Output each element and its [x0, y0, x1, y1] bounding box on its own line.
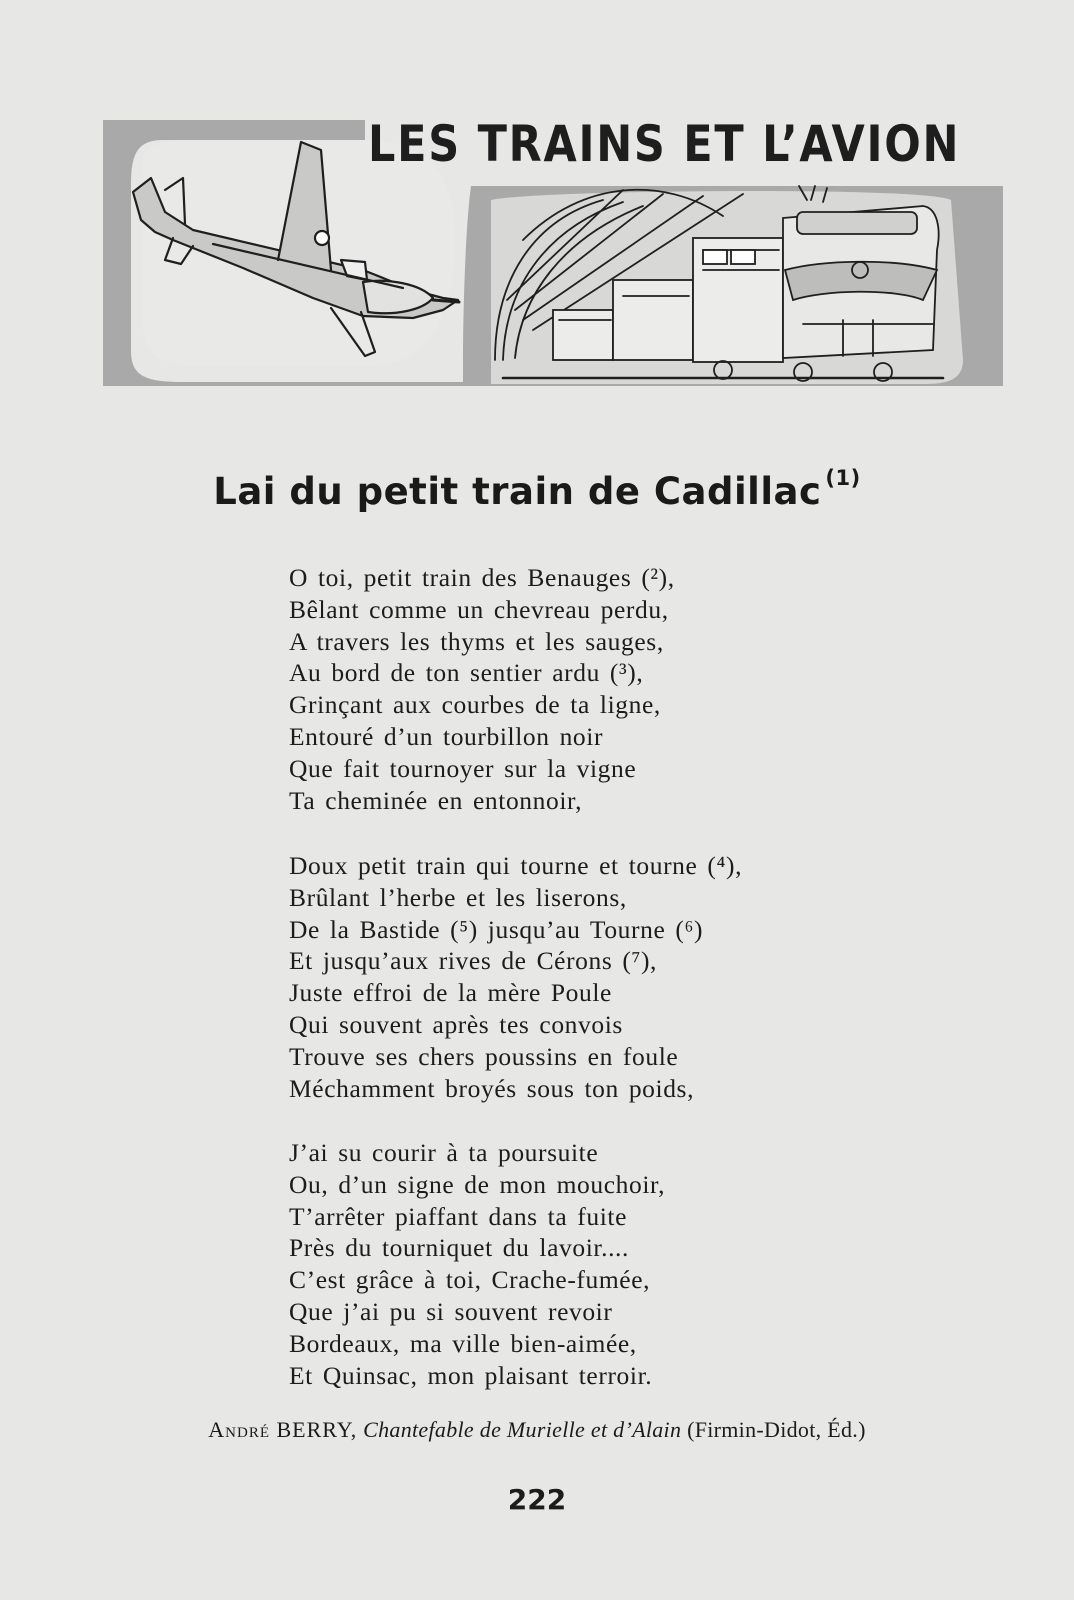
verse: Bêlant comme un chevreau perdu, [289, 594, 669, 624]
verse: C’est grâce à toi, Crache-fumée, [289, 1265, 651, 1295]
title-footnote-mark: (1) [825, 465, 861, 490]
stanza-1 [289, 562, 929, 816]
work-title: Chantefable de Murielle et d’Alain [363, 1417, 682, 1442]
verse: Que j’ai pu si souvent revoir [289, 1296, 613, 1326]
stanza-3 [289, 1137, 929, 1391]
verse: Juste effroi de la mère Poule [289, 978, 612, 1008]
verse: Que fait tournoyer sur la vigne [289, 753, 637, 783]
verse: T’arrêter piaffant dans ta fuite [289, 1201, 627, 1231]
author-name: André BERRY, [208, 1417, 358, 1442]
stanza-2 [289, 850, 929, 1104]
page-number: 222 [507, 1483, 567, 1516]
verse: J’ai su courir à ta poursuite [289, 1138, 599, 1167]
poem-title [0, 465, 1074, 513]
publisher: (Firmin-Didot, Éd.) [687, 1417, 866, 1442]
header-banner [103, 115, 1015, 396]
verse: A travers les thyms et les sauges, [289, 626, 664, 656]
verse: O toi, petit train des Benauges (²), [289, 563, 675, 592]
verse: Ou, d’un signe de mon mouchoir, [289, 1169, 666, 1199]
verse: Et Quinsac, mon plaisant terroir. [289, 1360, 653, 1390]
verse: De la Bastide (⁵) jusqu’au Tourne (⁶) [289, 914, 704, 944]
verse: Grinçant aux courbes de ta ligne, [289, 690, 661, 720]
verse: Et jusqu’aux rives de Cérons (⁷), [289, 946, 658, 976]
verse: Ta cheminée en entonnoir, [289, 785, 583, 815]
verse: Trouve ses chers poussins en foule [289, 1041, 679, 1071]
verse: Qui souvent après tes convois [289, 1009, 623, 1039]
verse: Bordeaux, ma ville bien-aimée, [289, 1328, 637, 1358]
verse: Brûlant l’herbe et les liserons, [289, 882, 627, 912]
verse: Doux petit train qui tourne et tourne (⁴), [289, 851, 743, 880]
poem-title-text: Lai du petit train de Cadillac [213, 470, 822, 513]
verse: Entouré d’un tourbillon noir [289, 721, 604, 751]
verse: Près du tourniquet du lavoir.... [289, 1233, 630, 1263]
verse: Méchamment broyés sous ton poids, [289, 1073, 695, 1103]
attribution [0, 1417, 1074, 1443]
section-title: LES TRAINS ET L’AVION [368, 115, 961, 173]
verse: Au bord de ton sentier ardu (³), [289, 658, 644, 688]
